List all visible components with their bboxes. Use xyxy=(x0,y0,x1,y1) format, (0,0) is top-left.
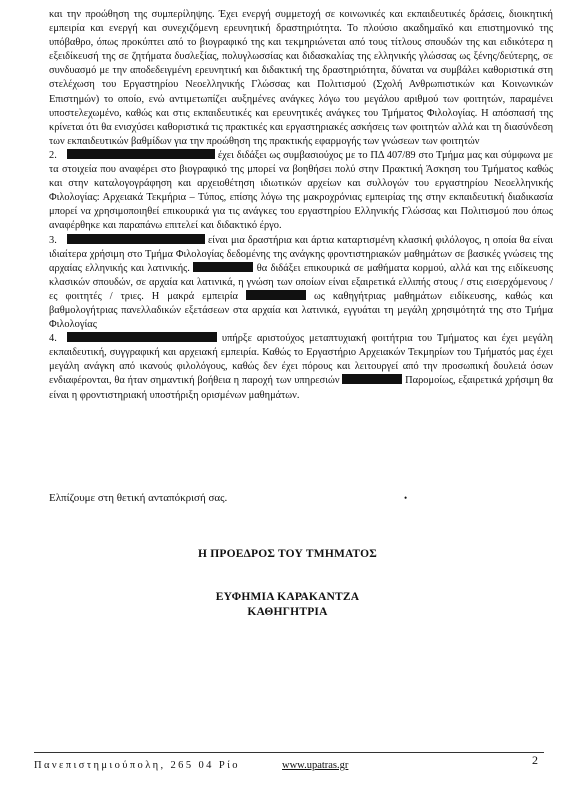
redaction-bar xyxy=(246,290,306,300)
item-4-text-b: Παρομοίως, εξαιρετικά χρήσιμη θα είναι η φροντιστηριακή υποστήριξη ορισμένων μαθημάτων. xyxy=(49,375,553,401)
redaction-bar xyxy=(67,149,215,159)
item-3-text-b: θα διδάξει επικουρικά σε μαθήματα κορμού, αλλά και της ειδίκευσης κλασικών σπουδών, σε αρχαία και λατινικά, η γνώση των οποίων είναι εξαιρετικά ελλιπής στους / στις εισερχόμενους / ες φοιτητές / τριες. Η μακρά εμπειρία xyxy=(49,262,553,302)
paragraph-intro: και την προώθηση της συμπερίληψης. Έχει ενεργή συμμετοχή σε κοινωνικές και εκπαιδευτικές δράσεις, διοικητική εμπειρία και ενεργή και συνεχιζόμενη ερευνητική δραστηριότητα. Το πλούσιο ακαδημαϊκό και επιστημονικό της υπόβαθρο, όπως προκύπτει από το βιογραφικό της και τεκμηριώνεται από τους τίτλους σπουδών της και ειδικότερα η εξειδίκευσή της σε ζητήματα δυσλεξίας, πολυγλωσσίας και διδασκαλίας της ελληνικής γλώσσας ως ξένης/δεύτερης, σε συνδυασμό με την αποδεδειγμένη ερευνητική και διδακτική της δραστηριότητα, δύναται να συμβάλει καθοριστικά στη στελέχωση του Εργαστηρίου Νεοελληνικής Γλώσσας και Πολιτισμού (Σχολή Ανθρωπιστικών και Κοινωνικών Επιστημών) το οποίο, ενώ αντιμετωπίζει αυξημένες ανάγκες λόγω του μεγάλου αριθμού των φοιτητών, παραμένει υποστελεχωμένο, καθώς και στις εκπαιδευτικές και ερευνητικές ανάγκες του Τμήματος Φιλολογίας. Η απόσπασή της κρίνεται ότι θα ενισχύσει καθοριστικά τις πρακτικές και εργαστηριακές ασκήσεις των φοιτητών αλλά και τη διασύνδεση των εκπαιδευτικών βαθμίδων για την προώθηση της πρακτικής εφαρμογής των γνώσεων των φοιτητών xyxy=(49,9,553,147)
item-3-text-c: ως καθηγήτριας μαθημάτων ειδίκευσης, καθώς και βαθμολογήτριας πανελλαδικών εξετάσεων στα αρχαία και λατινικά, εγγυάται τη μεγάλη χρησιμότητά της στο Τμήμα Φιλολογίας xyxy=(49,290,553,331)
signature-name: ΕΥΦΗΜΙΑ ΚΑΡΑΚΑΝΤΖΑ xyxy=(215,591,360,603)
signature-role: Η ΠΡΟΕΔΡΟΣ ΤΟΥ ΤΜΗΜΑΤΟΣ xyxy=(198,548,377,560)
footer-divider xyxy=(34,752,544,753)
redaction-bar xyxy=(193,262,253,272)
closing-line: Ελπίζουμε στη θετική ανταπόκρισή σας. xyxy=(49,492,228,504)
item-number: 4. xyxy=(49,333,57,345)
stray-mark: • xyxy=(404,493,408,503)
letter-body xyxy=(49,8,553,403)
footer-website-link[interactable]: www.upatras.gr xyxy=(282,760,349,771)
paragraph-item-4 xyxy=(49,332,553,402)
item-4-text-a: υπήρξε αριστούχος μεταπτυχιακή φοιτήτρια του Τμήματος και έχει μεγάλη εκπαιδευτική, συγγραφική και αρχειακή εμπειρία. Καθώς το Εργαστήριο Αρχειακών Τεκμηρίων του Τμήματός μας έχει μεγάλη ανάγκη από ικανούς φιλολόγους, καθώς δεν έχει πόρους και λειτουργεί από την προσωπική δουλειά όσων ενδιαφέρονται, θα ήταν σημαντική βοήθεια η παροχή των υπηρεσιών xyxy=(49,333,553,387)
redaction-bar xyxy=(67,332,217,342)
signature-title: ΚΑΘΗΓΗΤΡΙΑ xyxy=(247,606,328,618)
paragraph-item-2 xyxy=(49,149,553,234)
item-3-text-a: είναι μια δραστήρια και άρτια καταρτισμένη κλασική φιλόλογος, η οποία θα είναι ιδιαίτερα χρήσιμη στο Τμήμα Φιλολογίας δεδομένης της ανάγκης φροντιστηριακών μαθημάτων σε βασικές γνώσεις της αρχαίας ελληνικής και λατινικής. xyxy=(49,234,553,274)
item-2-text: έχει διδάξει ως συμβασιούχος με το ΠΔ 407/89 στο Τμήμα μας και σύμφωνα με τα στοιχεία που αναφέρει στο βιογραφικό της μπορεί να βοηθήσει πολύ στην Πρακτική Άσκηση του Τμήματος καθώς και στην καταλογογράφηση και αρχειοθέτηση ιδιωτικών αρχείων και συλλογών του εργαστηρίου Νεοελληνικής Φιλολογίας: Αρχειακά Τεκμήρια – Τύπος, επίσης λόγω της μακροχρόνιας εμπειρίας της στην εκπαιδευτική διαδικασία μπορεί να χρησιμοποιηθεί επικουρικά για τις ανάγκες του εργαστηρίου Ελληνικής Γλώσσας και Πολιτισμού που όπως αναφέρθηκε και παραπάνω επιτελεί και διδακτικό έργο. xyxy=(49,149,553,232)
item-number: 3. xyxy=(49,234,57,246)
footer-address: Πανεπιστημιούπολη, 265 04 Ρίο xyxy=(34,760,240,771)
redaction-bar xyxy=(342,374,402,384)
page-number: 2 xyxy=(532,753,538,767)
paragraph-item-3 xyxy=(49,234,553,333)
redaction-bar xyxy=(67,234,205,244)
item-number: 2. xyxy=(49,149,57,161)
